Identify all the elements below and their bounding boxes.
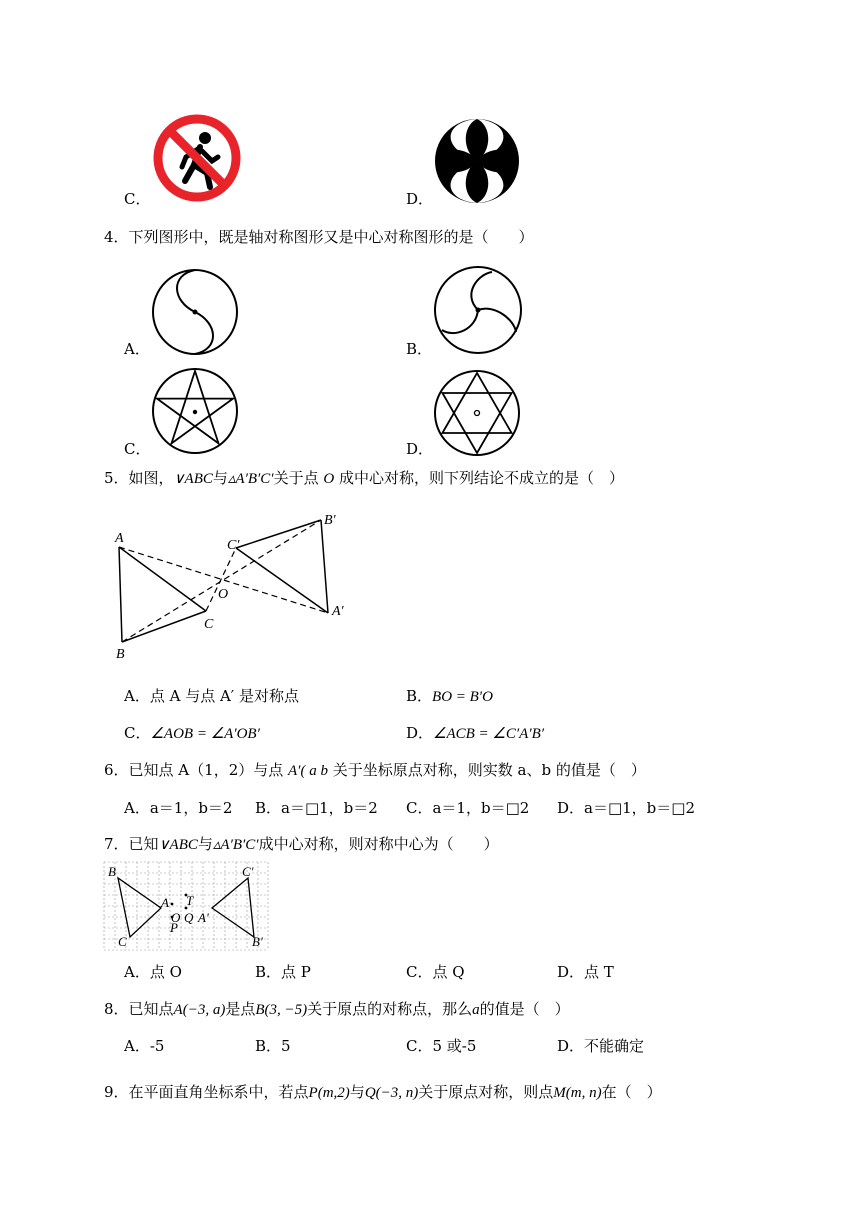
q6-stem-suffix: 关于坐标原点对称，则实数 a、b 的值是（ ）: [332, 761, 646, 779]
q5-option-b-math: BO = B′O: [432, 689, 493, 705]
q7-label-c: C: [118, 934, 127, 949]
q5-option-c-label: C．: [124, 724, 151, 742]
q7-label-a-prime: A′: [198, 910, 209, 925]
q7-grid-figure: [104, 862, 268, 950]
q7-label-a: A: [161, 895, 169, 910]
q7-label-o: O: [171, 910, 181, 925]
q5-triangle-abc: ∨ABC: [173, 471, 213, 487]
q9-stem: [104, 1082, 662, 1103]
q7-triangle-a1b1c1: ▵A′B′C′: [212, 837, 259, 853]
q8-point-b: B(3, −5): [255, 1002, 308, 1018]
q5-stem: [104, 468, 624, 489]
q7-triangle-abc: ∨ABC: [158, 837, 198, 853]
q5-label-o: O: [218, 587, 229, 602]
q5-label-b: B: [116, 647, 125, 662]
q8-var-a: a: [472, 1002, 480, 1018]
q7-option-c: C．点 Q: [406, 963, 465, 981]
q4-option-a: A．: [124, 340, 150, 358]
q6-option-b: B．a＝□1，b＝2: [255, 799, 378, 817]
three-swirl-figure-b: [432, 264, 524, 356]
q8-stem: [104, 999, 570, 1020]
q5-stem-mid: 与: [212, 469, 228, 487]
q7-stem: [104, 834, 499, 855]
q8-option-d: D．不能确定: [557, 1037, 645, 1055]
q5-label-a-prime: A′: [332, 604, 344, 619]
q5-stem-prefix: 5．如图，: [104, 469, 174, 487]
q8-option-a: A．-5: [124, 1037, 165, 1055]
q8-stem-mid: 是点: [225, 1000, 256, 1018]
q5-option-b-label: B．: [406, 687, 433, 705]
q7-option-b: B．点 P: [255, 963, 311, 981]
q8-option-b: B．5: [255, 1037, 291, 1055]
q7-option-a: A．点 O: [124, 963, 182, 981]
q5-option-c: [124, 723, 260, 744]
q4-option-c: C．: [124, 440, 151, 458]
q3-option-d: D．: [406, 190, 434, 208]
q8-point-a: A(−3, a): [173, 1002, 226, 1018]
q5-label-b-prime: B′: [324, 513, 336, 528]
q6-option-d: D．a＝□1，b＝□2: [557, 799, 696, 817]
q7-stem-prefix: 7．已知: [104, 835, 159, 853]
q5-option-a: A．点 A 与点 A′ 是对称点: [124, 687, 299, 705]
hexagram-circle-figure-d: [432, 368, 522, 458]
q5-option-d-math: ∠ACB = ∠C′A′B′: [433, 726, 545, 742]
q9-stem-mid2: 关于原点对称，则点: [418, 1083, 554, 1101]
q7-label-c-prime: C′: [242, 864, 254, 879]
q5-option-d: [406, 723, 544, 744]
q8-stem-suffix: 的值是（ ）: [479, 1000, 570, 1018]
q8-option-c: C．5 或-5: [406, 1037, 477, 1055]
q7-stem-suffix: 成中心对称，则对称中心为（ ）: [258, 835, 499, 853]
q9-stem-suffix: 在（ ）: [601, 1083, 662, 1101]
q8-stem-mid2: 关于原点的对称点，那么: [307, 1000, 473, 1018]
q7-label-b-prime: B′: [252, 934, 263, 949]
q5-triangle-a1b1c1: ▵A′B′C′: [227, 471, 274, 487]
q7-label-t: T: [186, 893, 194, 908]
q5-central-symmetry-figure: [110, 510, 370, 670]
no-pedestrian-sign-icon: [152, 113, 242, 203]
four-petal-circle-figure: [432, 116, 522, 206]
q7-label-b: B: [108, 864, 116, 879]
pentagram-circle-figure-c: [150, 366, 240, 456]
q5-label-a: A: [115, 531, 124, 546]
taiji-figure-a: [150, 267, 240, 357]
q6-option-a: A．a＝1，b＝2: [124, 799, 233, 817]
q7-label-p: P: [170, 920, 178, 935]
q6-option-c: C．a＝1，b＝□2: [406, 799, 530, 817]
q6-stem-prefix: 6．已知点 A（1，2）与点: [104, 761, 284, 779]
q5-label-c: C: [204, 617, 214, 632]
q8-stem-prefix: 8．已知点: [104, 1000, 174, 1018]
q9-stem-prefix: 9．在平面直角坐标系中，若点: [104, 1083, 309, 1101]
q5-point-o: O: [323, 471, 335, 487]
q7-stem-mid: 与: [197, 835, 213, 853]
q5-option-d-label: D．: [406, 724, 434, 742]
q5-stem-suffix: 成中心对称，则下列结论不成立的是（ ）: [339, 469, 625, 487]
q5-stem-mid2: 关于点: [273, 469, 319, 487]
q3-option-c: C．: [124, 190, 151, 208]
q4-option-d: D．: [406, 440, 434, 458]
q7-label-q: Q: [184, 910, 194, 925]
q5-option-b: [406, 686, 493, 707]
q9-point-q: Q(−3, n): [364, 1085, 419, 1101]
q4-stem: 4．下列图形中，既是轴对称图形又是中心对称图形的是（ ）: [104, 228, 534, 246]
q5-option-c-math: ∠AOB = ∠A′OB′: [150, 726, 260, 742]
q9-point-m: M(m, n): [553, 1085, 602, 1101]
q9-point-p: P(m,2): [308, 1085, 350, 1101]
q9-stem-mid: 与: [349, 1083, 365, 1101]
q6-stem: [104, 760, 646, 781]
q4-option-b: B．: [406, 340, 433, 358]
q7-option-d: D．点 T: [557, 963, 614, 981]
q6-point: A′( a b: [288, 763, 328, 779]
q5-label-c-prime: C′: [227, 538, 240, 553]
